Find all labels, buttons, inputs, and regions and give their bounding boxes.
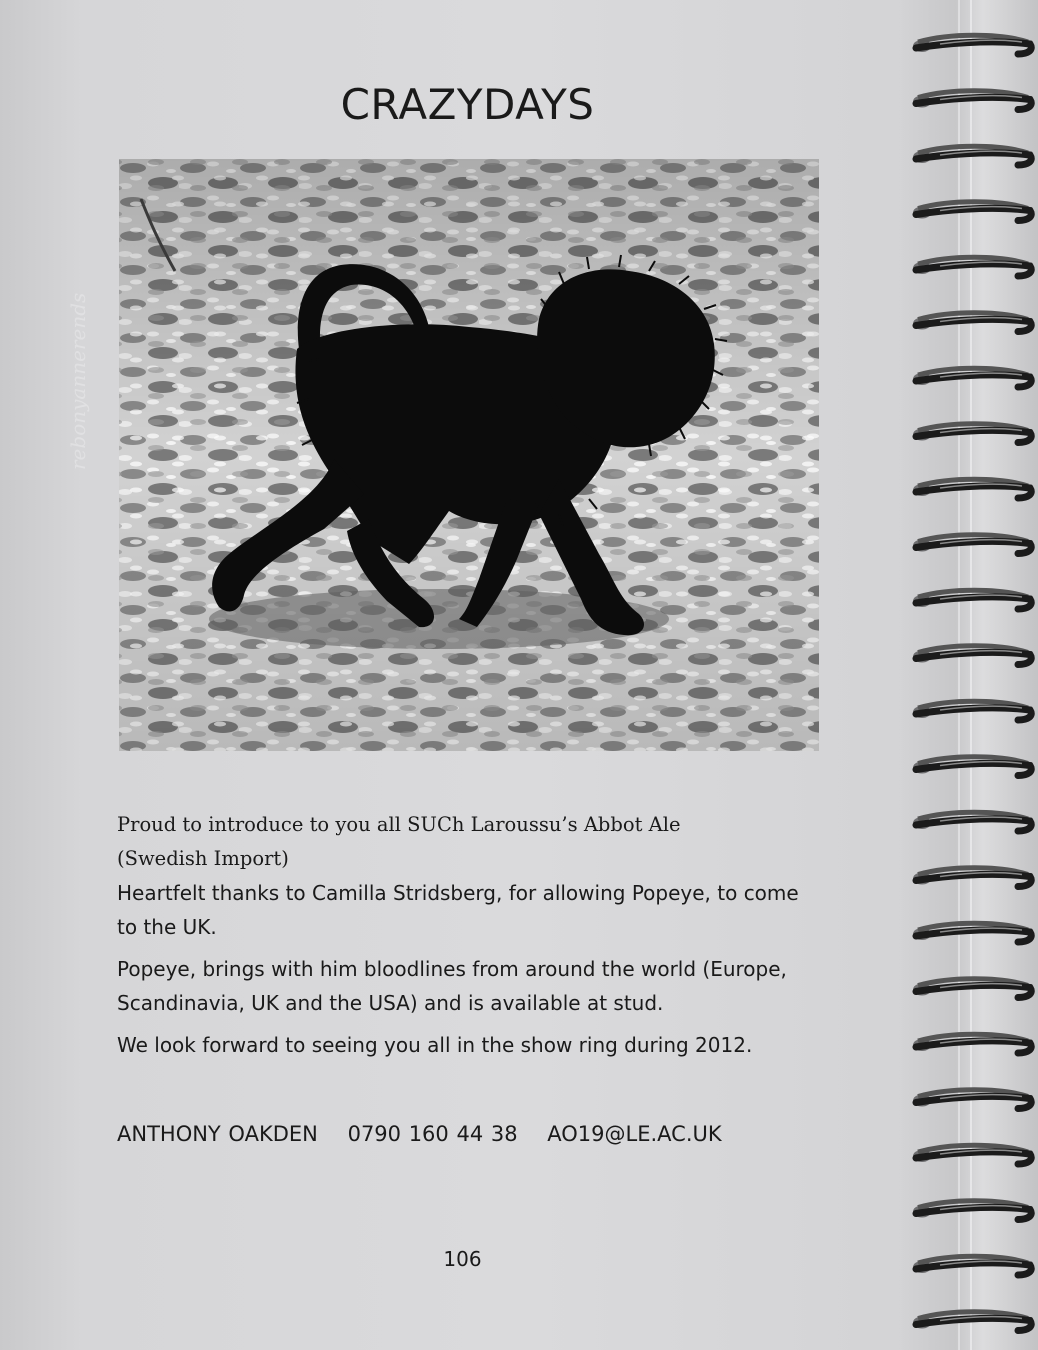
contact-phone: 0790 160 44 38 xyxy=(347,1122,518,1146)
spiral-coil xyxy=(913,257,1031,276)
bloodlines-line: Popeye, brings with him bloodlines from around the world (Europe, xyxy=(117,957,787,981)
closing-line: We look forward to seeing you all in the show ring during 2012. xyxy=(117,1033,753,1057)
spiral-coil xyxy=(913,424,1031,443)
page-number: 106 xyxy=(443,1247,482,1271)
dog-in-snow-photo xyxy=(119,159,819,751)
spiral-coil xyxy=(913,1090,1031,1109)
bloodlines-paragraph xyxy=(117,952,837,1020)
intro-line: to the UK. xyxy=(117,915,217,939)
spiral-coil xyxy=(913,646,1031,665)
spiral-coil xyxy=(913,1256,1031,1275)
contact-email: AO19@LE.AC.UK xyxy=(547,1122,722,1146)
spiral-coil xyxy=(913,146,1031,165)
spiral-coil xyxy=(913,1201,1031,1220)
spiral-coil xyxy=(913,1312,1031,1331)
spiral-coil xyxy=(913,590,1031,609)
bloodlines-line: Scandinavia, UK and the USA) and is available at stud. xyxy=(117,991,664,1015)
dog-silhouette-image xyxy=(119,159,819,751)
intro-line: Heartfelt thanks to Camilla Stridsberg, for allowing Popeye, to come xyxy=(117,881,799,905)
spiral-coil xyxy=(913,923,1031,942)
spiral-coil xyxy=(913,701,1031,720)
spiral-coil xyxy=(913,868,1031,887)
photo-watermark: rebonyannerends xyxy=(66,292,90,470)
contact-name: ANTHONY OAKDEN xyxy=(117,1122,318,1146)
spiral-coil xyxy=(913,91,1031,110)
spiral-coil xyxy=(913,313,1031,332)
spiral-coil xyxy=(913,479,1031,498)
spiral-coil xyxy=(913,35,1031,54)
spiral-binding xyxy=(900,0,1038,1350)
closing-paragraph xyxy=(117,1028,837,1062)
contact-line xyxy=(117,1122,744,1146)
spiral-coil xyxy=(913,368,1031,387)
spiral-coil xyxy=(913,535,1031,554)
intro-line: (Swedish Import) xyxy=(117,847,289,870)
page-title: CRAZYDAYS xyxy=(340,80,595,129)
spiral-coil xyxy=(913,812,1031,831)
spiral-coil xyxy=(913,202,1031,221)
spiral-coil xyxy=(913,757,1031,776)
intro-line: Proud to introduce to you all SUCh Laroussu’s Abbot Ale xyxy=(117,813,681,836)
spiral-coil xyxy=(913,979,1031,998)
spiral-coil xyxy=(913,1145,1031,1164)
page-body xyxy=(117,808,837,1062)
spiral-coil xyxy=(913,1034,1031,1053)
